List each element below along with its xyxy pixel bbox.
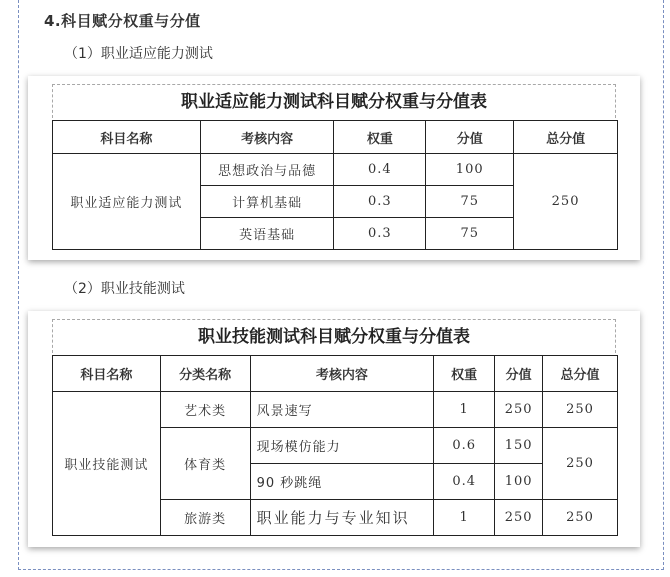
table-header-row	[53, 356, 618, 392]
content-cell: 英语基础	[200, 218, 334, 250]
content-cell: 思想政治与品德	[200, 154, 334, 186]
subject-cell: 职业适应能力测试	[53, 154, 201, 250]
weight-cell: 0.4	[334, 154, 426, 186]
table-row	[53, 392, 618, 428]
content-cell: 90 秒跳绳	[250, 464, 434, 500]
score-cell: 250	[495, 392, 543, 428]
score-cell: 150	[495, 428, 543, 464]
total-cell: 250	[514, 154, 618, 250]
subject-cell: 职业技能测试	[53, 392, 161, 536]
table-1	[52, 120, 618, 250]
header-cell: 总分值	[514, 121, 618, 154]
category-cell: 旅游类	[160, 500, 250, 536]
total-cell: 250	[543, 392, 618, 428]
header-cell: 考核内容	[200, 121, 334, 154]
table-2	[52, 355, 618, 536]
table-1-title: 职业适应能力测试科目赋分权重与分值表	[52, 84, 616, 118]
category-cell: 艺术类	[160, 392, 250, 428]
table-2-title: 职业技能测试科目赋分权重与分值表	[52, 319, 616, 353]
score-cell: 100	[495, 464, 543, 500]
content-cell: 风景速写	[250, 392, 434, 428]
category-cell: 体育类	[160, 428, 250, 500]
header-cell: 分值	[426, 121, 514, 154]
table-card-2	[28, 311, 640, 547]
header-cell: 科目名称	[53, 356, 161, 392]
weight-cell: 0.3	[334, 218, 426, 250]
header-cell: 科目名称	[53, 121, 201, 154]
section-heading: 4.科目赋分权重与分值	[44, 12, 201, 30]
table-card-1	[28, 76, 640, 260]
content-cell: 现场模仿能力	[250, 428, 434, 464]
subsection-heading-1: （1）职业适应能力测试	[64, 46, 213, 62]
score-cell: 250	[495, 500, 543, 536]
header-cell: 考核内容	[250, 356, 434, 392]
total-cell: 250	[543, 428, 618, 500]
header-cell: 分值	[495, 356, 543, 392]
content-cell: 职业能力与专业知识	[250, 500, 434, 536]
score-cell: 100	[426, 154, 514, 186]
weight-cell: 1	[434, 392, 495, 428]
weight-cell: 1	[434, 500, 495, 536]
table-row	[53, 154, 618, 186]
subsection-heading-2: （2）职业技能测试	[64, 281, 185, 297]
total-cell: 250	[543, 500, 618, 536]
weight-cell: 0.3	[334, 186, 426, 218]
header-cell: 权重	[434, 356, 495, 392]
content-cell: 计算机基础	[200, 186, 334, 218]
header-cell: 分类名称	[160, 356, 250, 392]
header-cell: 权重	[334, 121, 426, 154]
score-cell: 75	[426, 218, 514, 250]
weight-cell: 0.4	[434, 464, 495, 500]
score-cell: 75	[426, 186, 514, 218]
header-cell: 总分值	[543, 356, 618, 392]
weight-cell: 0.6	[434, 428, 495, 464]
table-header-row	[53, 121, 618, 154]
